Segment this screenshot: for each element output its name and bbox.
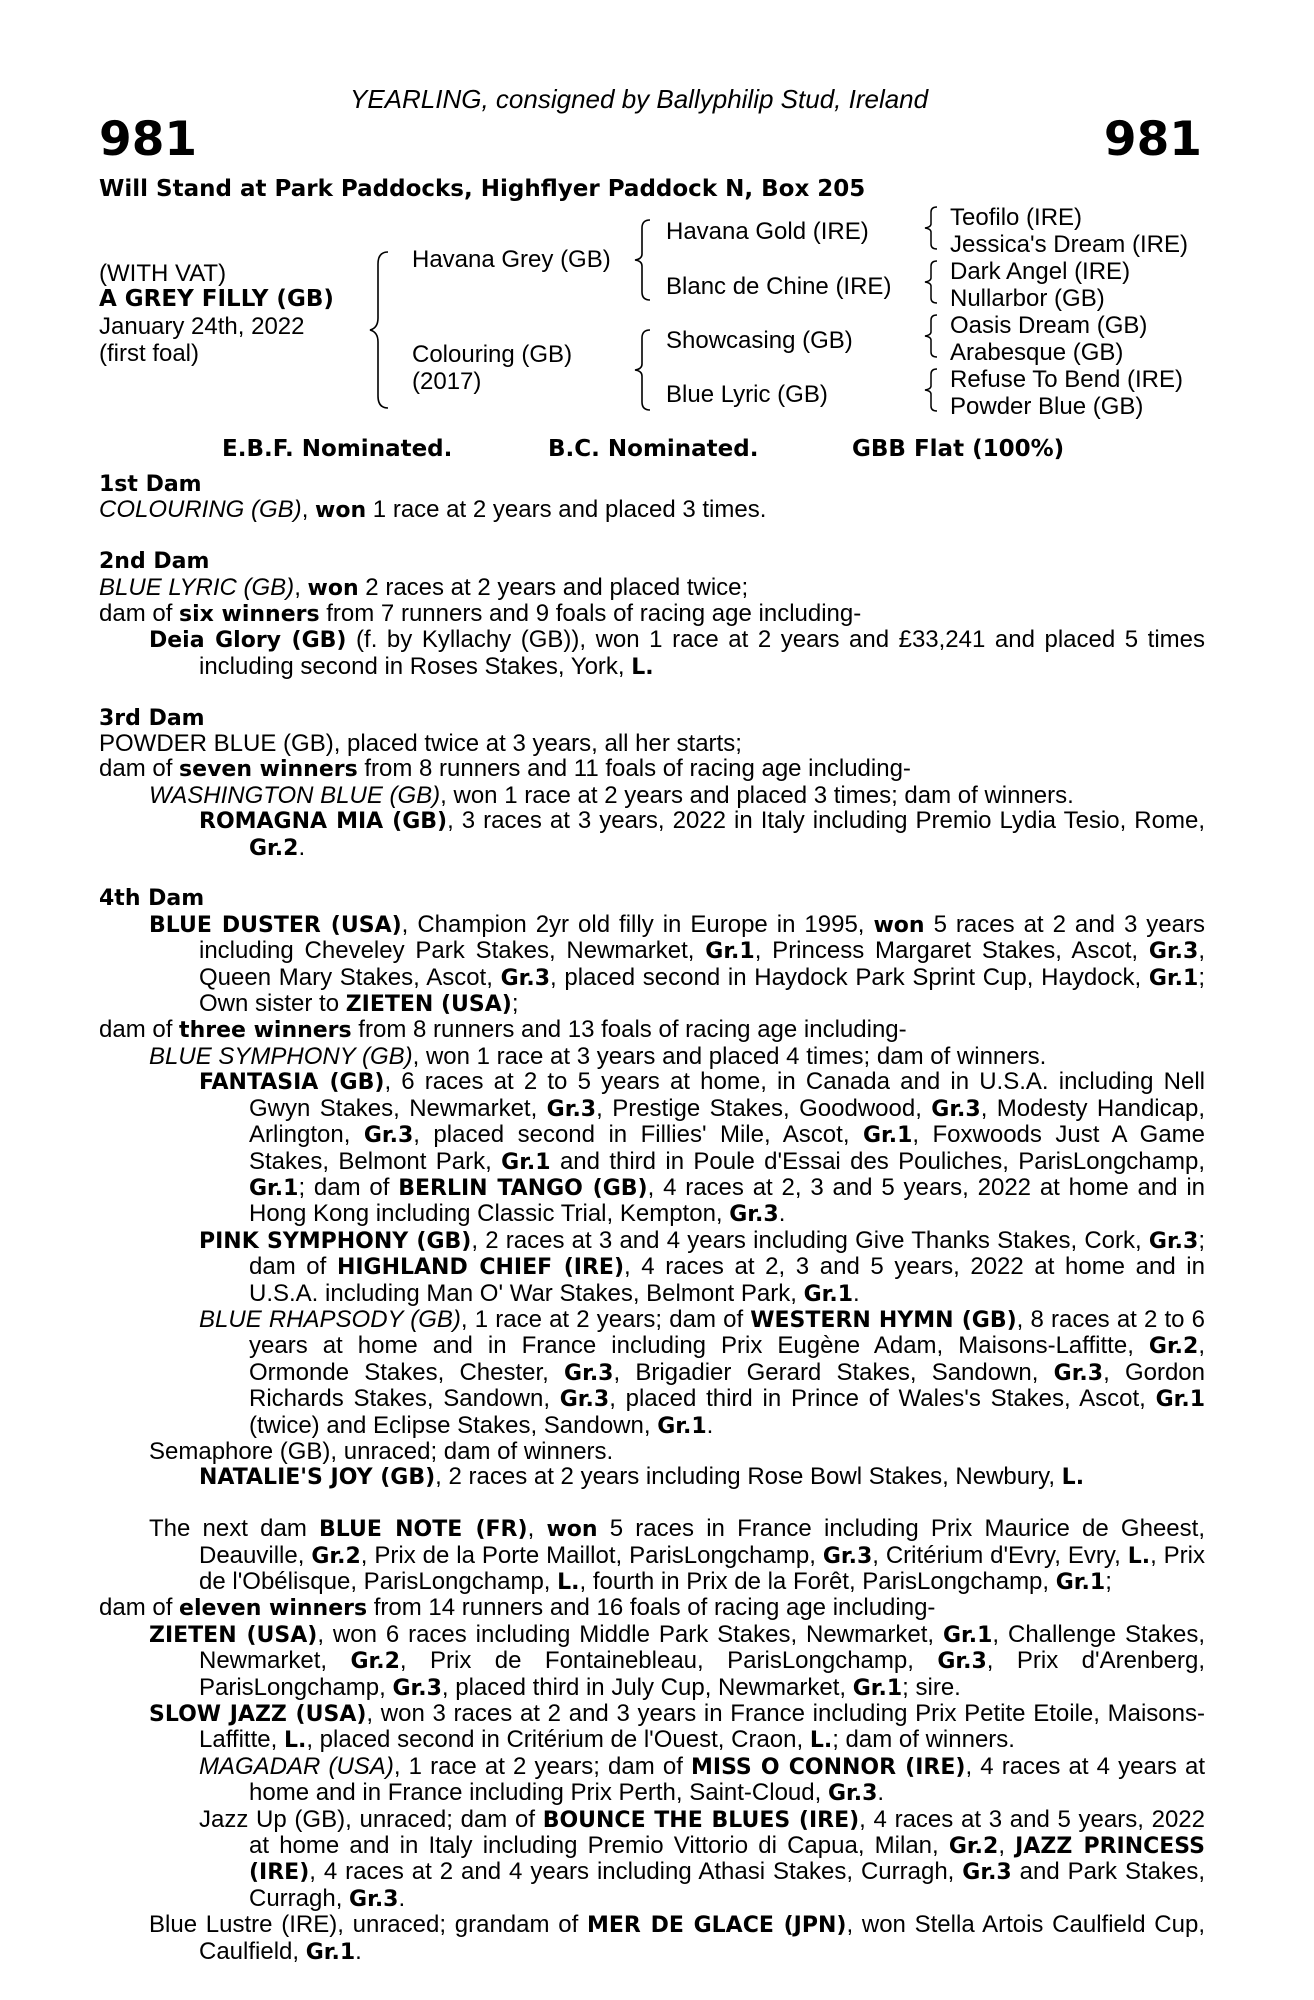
granddam-line: Teofilo (IRE) (950, 204, 1083, 231)
granddam-line: Arabesque (GB) (950, 339, 1124, 366)
progeny-entry: Jazz Up (GB), unraced; dam of BOUNCE THE BLUES (IRE), 4 races at 3 and 5 years, 2022 at home and in Italy including Premio Vittorio di Capua, Milan, Gr.2, JAZZ PRINCESS (IRE), 4 races at 2 and 4 years including Athasi Stakes, Curragh, Gr.3 and Park Stakes, Curragh, Gr.3. (199, 1805, 1206, 1912)
next-dam-section (99, 1516, 1205, 1965)
granddam-line: Dark Angel (IRE) (950, 258, 1131, 285)
dam-entry: BLUE DUSTER (USA), Champion 2yr old filly in Europe in 1995, won 5 races at 2 and 3 years including Cheveley Park Stakes, Newmarket, Gr.1, Princess Margaret Stakes, Ascot, Gr.3, Queen Mary Stakes, Ascot, Gr.3, placed second in Haydock Park Sprint Cup, Haydock, Gr.1; Own sister to ZIETEN (USA); (149, 910, 1206, 1018)
progeny-entry: ROMAGNA MIA (GB), 3 races at 3 years, 2022 in Italy including Premio Lydia Tesio, Rome, Gr.2. (199, 807, 1205, 861)
dam-dam: Blue Lyric (GB) (666, 381, 828, 408)
first-dam-section (99, 472, 1205, 524)
dam: Colouring (GB) (412, 341, 573, 368)
catalogue-body (99, 472, 1205, 1965)
progeny-entry: WASHINGTON BLUE (GB), won 1 race at 2 years and placed 3 times; dam of winners. (149, 781, 1074, 809)
brace-icon (922, 313, 942, 359)
bc-nomination: B.C. Nominated. (548, 436, 759, 462)
brace-icon (922, 367, 942, 413)
section-heading: 4th Dam (99, 886, 205, 912)
brace-icon (632, 328, 656, 412)
granddam-line: Oasis Dream (GB) (950, 312, 1148, 339)
brace-icon (922, 259, 942, 305)
progeny-entry: SLOW JAZZ (USA), won 3 races at 2 and 3 years in France including Prix Petite Etoile, Maisons-Laffitte, L., placed second in Critérium de l'Ouest, Craon, L.; dam of winners. (149, 1700, 1205, 1754)
brace-icon (368, 250, 398, 410)
granddam-line: Nullarbor (GB) (950, 285, 1105, 312)
fourth-dam-section (99, 886, 1205, 1490)
progeny-entry: PINK SYMPHONY (GB), 2 races at 3 and 4 years including Give Thanks Stakes, Cork, Gr.3; dam of HIGHLAND CHIEF (IRE), 4 races at 2, 3 and 5 years, 2022 at home and in U.S.A. including Man O' War Stakes, Belmont Park, Gr.1. (199, 1226, 1206, 1307)
granddam-line: Powder Blue (GB) (950, 393, 1144, 420)
section-heading: 3rd Dam (99, 705, 205, 731)
progeny-entry: ZIETEN (USA), won 6 races including Middle Park Stakes, Newmarket, Gr.1, Challenge Stakes, Newmarket, Gr.2, Prix de Fontainebleau, ParisLongchamp, Gr.3, Prix d'Arenberg, ParisLongchamp, Gr.3, placed third in July Cup, Newmarket, Gr.1; sire. (149, 1620, 1205, 1701)
vat-note: (WITH VAT) (99, 260, 227, 287)
dam-entry: dam of seven winners from 8 runners and 11 foals of racing age including- (99, 755, 911, 783)
progeny-entry: NATALIE'S JOY (GB), 2 races at 2 years including Rose Bowl Stakes, Newbury, L. (199, 1463, 1085, 1491)
progeny-entry: Blue Lustre (IRE), unraced; grandam of MER DE GLACE (JPN), won Stella Artois Caulfield Cup, Caulfield, Gr.1. (149, 1911, 1205, 1965)
dam-sire: Showcasing (GB) (666, 327, 853, 354)
progeny-entry: BLUE SYMPHONY (GB), won 1 race at 3 years and placed 4 times; dam of winners. (149, 1042, 1047, 1070)
sire-dam: Blanc de Chine (IRE) (666, 273, 892, 300)
third-dam-section (99, 706, 1205, 861)
ebf-nomination: E.B.F. Nominated. (222, 436, 453, 462)
sire-sire: Havana Gold (IRE) (666, 218, 869, 245)
dam-year: (2017) (412, 368, 482, 395)
dam-entry: COLOURING (GB), won 1 race at 2 years and placed 3 times. (99, 496, 767, 524)
brace-icon (632, 218, 656, 302)
progeny-entry: MAGADAR (USA), 1 race at 2 years; dam of MISS O CONNOR (IRE), 4 races at 4 years at home and in France including Prix Perth, Saint-Cloud, Gr.3. (199, 1752, 1205, 1807)
consignment-line: YEARLING, consigned by Ballyphilip Stud, Ireland (350, 84, 929, 114)
foal-note: (first foal) (99, 340, 200, 367)
section-heading: 1st Dam (99, 472, 202, 497)
brace-icon (922, 205, 942, 251)
horse-name: A GREY FILLY (GB) (99, 286, 334, 312)
second-dam-section (99, 549, 1205, 680)
progeny-entry: Deia Glory (GB) (f. by Kyllachy (GB)), won 1 race at 2 years and £33,241 and placed 5 times including second in Roses Stakes, York, L. (149, 626, 1205, 680)
granddam-line: Jessica's Dream (IRE) (950, 231, 1188, 258)
lot-number-left: 981 (99, 112, 198, 167)
granddam-line: Refuse To Bend (IRE) (950, 366, 1184, 393)
progeny-entry: FANTASIA (GB), 6 races at 2 to 5 years at home, in Canada and in U.S.A. including Nell Gwyn Stakes, Newmarket, Gr.3, Prestige Stakes, Goodwood, Gr.3, Modesty Handicap, Arlington, Gr.3, placed second in Fillies' Mile, Ascot, Gr.1, Foxwoods Just A Game Stakes, Belmont Park, Gr.1 and third in Poule d'Essai des Pouliches, ParisLongchamp, Gr.1; dam of BERLIN TANGO (GB), 4 races at 2, 3 and 5 years, 2022 at home and in Hong Kong including Classic Trial, Kempton, Gr.3. (199, 1068, 1206, 1228)
sire: Havana Grey (GB) (412, 246, 611, 273)
progeny-entry: Semaphore (GB), unraced; dam of winners. (149, 1437, 614, 1465)
section-heading: 2nd Dam (99, 549, 210, 575)
dam-entry: dam of three winners from 8 runners and 13 foals of racing age including- (99, 1016, 907, 1044)
dam-entry: dam of eleven winners from 14 runners and 16 foals of racing age including- (99, 1594, 936, 1622)
foaling-date: January 24th, 2022 (99, 313, 305, 340)
dam-entry: The next dam BLUE NOTE (FR), won 5 races in France including Prix Maurice de Gheest, Deauville, Gr.2, Prix de la Porte Maillot, ParisLongchamp, Gr.3, Critérium d'Evry, Evry, L., Prix de l'Obélisque, ParisLongchamp, L., fourth in Prix de la Forêt, ParisLongchamp, Gr.1; (149, 1515, 1206, 1595)
dam-entry: POWDER BLUE (GB), placed twice at 3 years, all her starts; (99, 730, 742, 758)
progeny-entry: BLUE RHAPSODY (GB), 1 race at 2 years; dam of WESTERN HYMN (GB), 8 races at 2 to 6 years at home and in France including Prix Eugène Adam, Maisons-Laffitte, Gr.2, Ormonde Stakes, Chester, Gr.3, Brigadier Gerard Stakes, Sandown, Gr.3, Gordon Richards Stakes, Sandown, Gr.3, placed third in Prince of Wales's Stakes, Ascot, Gr.1 (twice) and Eclipse Stakes, Sandown, Gr.1. (199, 1305, 1206, 1439)
gbb-nomination: GBB Flat (100%) (852, 436, 1065, 462)
stand-location: Will Stand at Park Paddocks, Highflyer Paddock N, Box 205 (99, 176, 866, 202)
dam-entry: BLUE LYRIC (GB), won 2 races at 2 years and placed twice; (99, 573, 749, 601)
lot-number-right: 981 (1103, 112, 1202, 167)
dam-entry: dam of six winners from 7 runners and 9 foals of racing age including- (99, 600, 862, 628)
